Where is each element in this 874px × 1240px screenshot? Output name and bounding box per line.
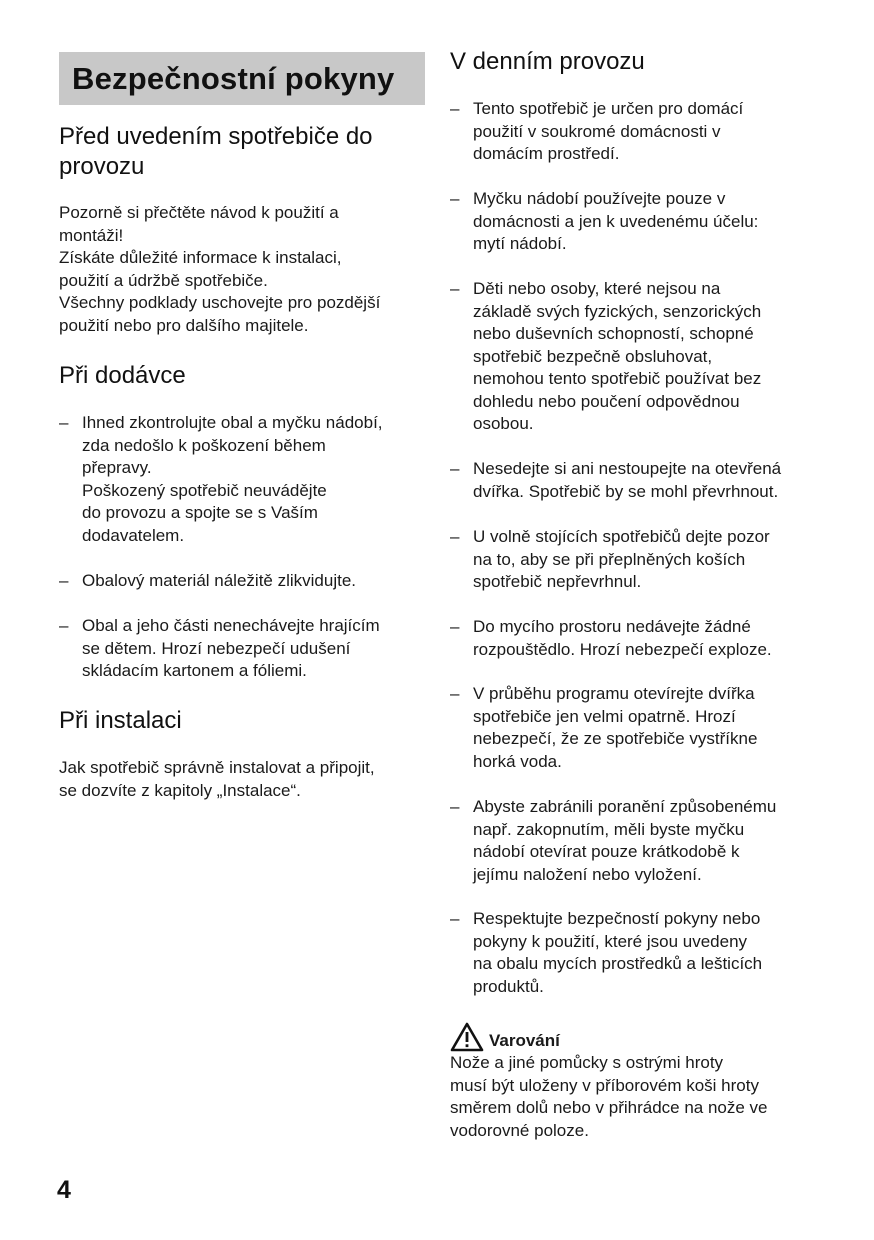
list-dash: – [450,617,460,636]
list-item-text: Obalový materiál náležitě zlikvidujte. [82,571,357,590]
warning-header [450,1020,560,1052]
list-item [59,615,429,685]
section-text-before-use: Pozorně si přečtěte návod k použití a montáži! Získáte důležité informace k instalaci, použití a údržbě spotřebiče. Všechny podklady uschovejte pro pozdější použití nebo pro dalšího majitele. [59,203,381,335]
list-item-text: Obal a jeho části nenechávejte hrajícím se dětem. Hrozí nebezpečí udušení skládacím kartonem a fóliemi. [82,616,380,680]
list-dash: – [450,189,460,208]
list-dash: – [450,797,460,816]
list-dash: – [450,684,460,703]
list-item [450,908,830,1002]
list-item-text: Respektujte bezpečností pokyny nebo pokyny k použití, které jsou uvedeny na obalu mycích prostředků a lešticích produktů. [473,909,763,996]
list-item [450,98,830,168]
page-number: 4 [57,1176,71,1204]
list-dash: – [450,279,460,298]
section-text-installation: Jak spotřebič správně instalovat a připojit, se dozvíte z kapitoly „Instalace“. [59,758,375,800]
list-item-text: Ihned zkontrolujte obal a myčku nádobí, zda nedošlo k poškození během přepravy. Poškozený spotřebič neuvádějte do provozu a spojte se s Vaším dodavatelem. [82,413,383,545]
list-item [59,570,429,594]
list-dash: – [59,413,69,432]
list-item [450,796,830,890]
list-item-text: Do mycího prostoru nedávejte žádné rozpouštědlo. Hrozí nebezpečí exploze. [473,617,772,659]
list-item-text: Nesedejte si ani nestoupejte na otevřená dvířka. Spotřebič by se mohl převrhnout. [473,459,782,501]
section-heading-delivery: Při dodávce [59,362,186,389]
list-item [59,412,429,552]
list-item-text: Tento spotřebič je určen pro domácí použití v soukromé domácnosti v domácím prostředí. [473,99,744,163]
list-item [450,458,830,506]
list-dash: – [59,616,69,635]
list-item [450,683,830,777]
list-item [450,526,830,596]
warning-text: Nože a jiné pomůcky s ostrými hroty musí být uloženy v příborovém koši hroty směrem dolů nebo v přihrádce na nože ve vodorovné poloze. [450,1053,768,1140]
list-item-text: Myčku nádobí používejte pouze v domácnosti a jen k uvedenému účelu: mytí nádobí. [473,189,759,253]
list-dash: – [450,459,460,478]
list-item [450,188,830,258]
warning-title: Varování [489,1031,560,1050]
warning-triangle-icon [450,1022,484,1052]
list-dash: – [59,571,69,590]
list-item-text: Děti nebo osoby, které nejsou na základě svých fyzických, senzorických nebo duševních schopností, schopné spotřebič bezpečně obsluhovat, nemohou tento spotřebič používat bez dohledu nebo poučení odpovědnou osobou. [473,279,762,433]
title-banner [59,52,425,105]
list-dash: – [450,527,460,546]
list-item-text: U volně stojících spotřebičů dejte pozor na to, aby se při přeplněných koších spotřebič nepřevrhnul. [473,527,770,591]
list-item [450,616,830,664]
page-title: Bezpečnostní pokyny [72,60,395,96]
list-dash: – [450,99,460,118]
list-item [450,278,830,438]
section-heading-before-use: Před uvedením spotřebiče do provozu [59,123,373,180]
list-item-text: Abyste zabránili poranění způsobenému např. zakopnutím, měli byste myčku nádobí otevírat pouze krátkodobě k jejímu naložení nebo vyložení. [473,797,777,884]
section-heading-daily-use: V denním provozu [450,48,645,75]
list-item-text: V průběhu programu otevírejte dvířka spotřebiče jen velmi opatrně. Hrozí nebezpečí, že ze spotřebiče vystříkne horká voda. [473,684,758,771]
section-heading-installation: Při instalaci [59,707,182,734]
list-dash: – [450,909,460,928]
